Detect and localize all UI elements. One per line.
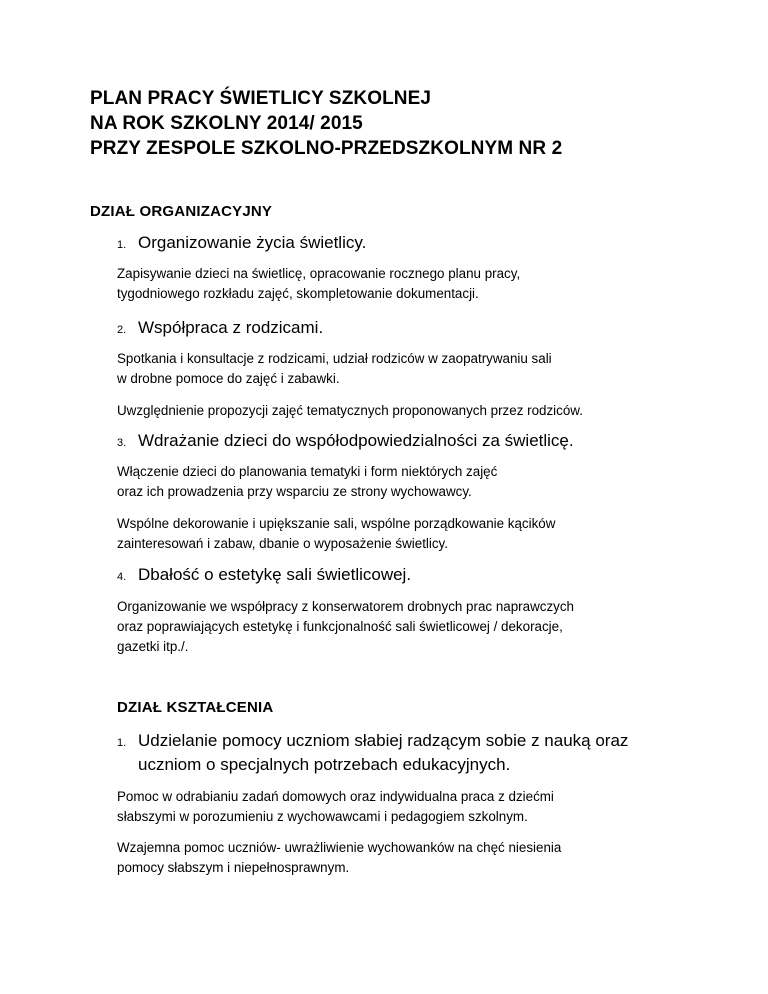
paragraph-line: Wspólne dekorowanie i upiększanie sali, wspólne porządkowanie kącików	[117, 516, 556, 531]
item-title: Organizowanie życia świetlicy.	[138, 233, 367, 252]
paragraph-line: Włączenie dzieci do planowania tematyki i form niektórych zajęć	[117, 464, 498, 479]
paragraph-line: słabszymi w porozumieniu z wychowawcami i pedagogiem szkolnym.	[117, 809, 528, 824]
paragraph-line: Organizowanie we współpracy z konserwatorem drobnych prac naprawczych	[117, 599, 574, 614]
item-title	[138, 730, 628, 776]
paragraph-line: Spotkania i konsultacje z rodzicami, udział rodziców w zaopatrywaniu sali	[117, 351, 552, 366]
section-heading-education: DZIAŁ KSZTAŁCENIA	[117, 699, 274, 716]
item-number: 3.	[117, 437, 127, 449]
item-number: 1.	[117, 239, 127, 251]
item-number: 4.	[117, 571, 127, 583]
paragraph-line: Pomoc w odrabianiu zadań domowych oraz indywidualna praca z dziećmi	[117, 789, 554, 804]
title-line-2: NA ROK SZKOLNY 2014/ 2015	[90, 113, 363, 134]
paragraph	[117, 401, 583, 421]
paragraph-line: oraz ich prowadzenia przy wsparciu ze strony wychowawcy.	[117, 484, 472, 499]
item-number: 1.	[117, 737, 127, 749]
paragraph	[117, 349, 552, 389]
paragraph	[117, 597, 574, 657]
document-title	[90, 86, 562, 161]
paragraph-line: Uwzględnienie propozycji zajęć tematycznych proponowanych przez rodziców.	[117, 403, 583, 418]
item-number: 2.	[117, 324, 127, 336]
item-title: Współpraca z rodzicami.	[138, 318, 324, 337]
title-line-1: PLAN PRACY ŚWIETLICY SZKOLNEJ	[90, 88, 432, 109]
item-title: Dbałość o estetykę sali świetlicowej.	[138, 565, 412, 584]
paragraph-line: Wzajemna pomoc uczniów- uwrażliwienie wychowanków na chęć niesienia	[117, 840, 562, 855]
title-line-3: PRZY ZESPOLE SZKOLNO-PRZEDSZKOLNYM NR 2	[90, 138, 563, 159]
list-item	[117, 232, 366, 256]
paragraph	[117, 514, 555, 554]
list-item	[117, 730, 628, 776]
paragraph-line: oraz poprawiających estetykę i funkcjonalność sali świetlicowej / dekoracje,	[117, 619, 563, 634]
paragraph	[117, 264, 520, 304]
list-item	[117, 430, 574, 454]
paragraph-line: gazetki itp./.	[117, 639, 189, 654]
list-item	[117, 564, 411, 588]
item-title-line: Udzielanie pomocy uczniom słabiej radzącym sobie z nauką oraz	[138, 731, 629, 750]
paragraph	[117, 838, 561, 878]
paragraph-line: zainteresowań i zabaw, dbanie o wyposażenie świetlicy.	[117, 536, 448, 551]
paragraph-line: pomocy słabszym i niepełnosprawnym.	[117, 860, 350, 875]
paragraph	[117, 462, 497, 502]
item-title-line: uczniom o specjalnych potrzebach edukacyjnych.	[138, 755, 511, 774]
item-title: Wdrażanie dzieci do współodpowiedzialności za świetlicę.	[138, 431, 574, 450]
paragraph-line: w drobne pomoce do zajęć i zabawki.	[117, 371, 340, 386]
paragraph-line: Zapisywanie dzieci na świetlicę, opracowanie rocznego planu pracy,	[117, 266, 521, 281]
list-item	[117, 317, 323, 341]
section-heading-organizational: DZIAŁ ORGANIZACYJNY	[90, 203, 273, 220]
paragraph	[117, 787, 554, 827]
paragraph-line: tygodniowego rozkładu zajęć, skompletowanie dokumentacji.	[117, 286, 479, 301]
